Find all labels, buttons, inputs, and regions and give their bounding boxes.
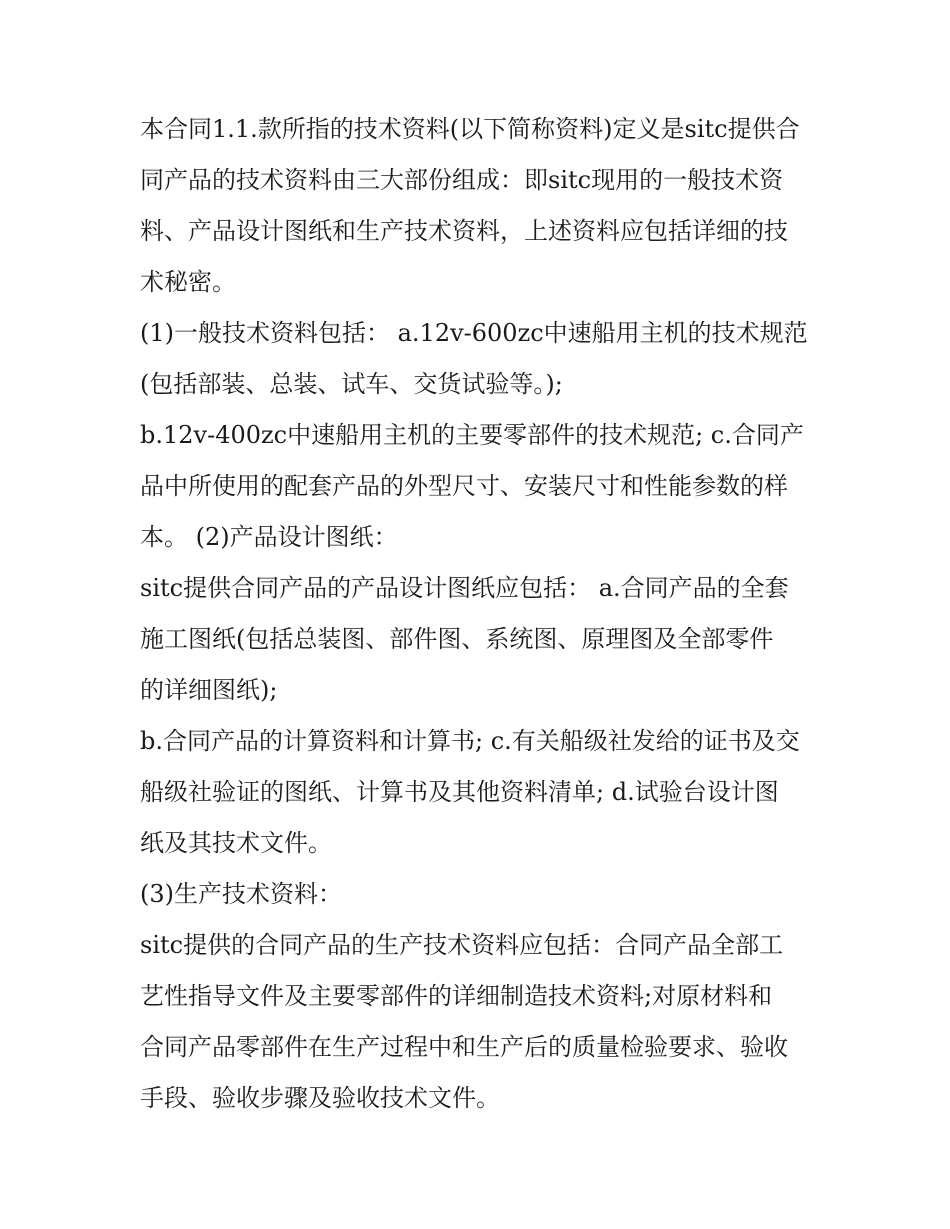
text-line: (3)生产技术资料： bbox=[140, 880, 342, 908]
text-line: 船级社验证的图纸、计算书及其他资料清单; d.试验台设计图 bbox=[140, 778, 779, 806]
text-line: 的详细图纸); bbox=[140, 676, 278, 704]
text-line: 料、产品设计图纸和生产技术资料，上述资料应包括详细的技 bbox=[140, 217, 788, 245]
text-line: b.12v-400zc中速船用主机的主要零部件的技术规范; c.合同产 bbox=[140, 421, 804, 449]
text-line: 品中所使用的配套产品的外型尺寸、安装尺寸和性能参数的样 bbox=[140, 472, 788, 500]
text-line: 合同产品零部件在生产过程中和生产后的质量检验要求、验收 bbox=[140, 1033, 788, 1061]
text-line: 同产品的技术资料由三大部份组成：即sitc现用的一般技术资 bbox=[140, 166, 784, 194]
text-line: sitc提供的合同产品的生产技术资料应包括：合同产品全部工 bbox=[140, 931, 784, 959]
text-line: b.合同产品的计算资料和计算书; c.有关船级社发给的证书及交 bbox=[140, 727, 800, 755]
text-line: 手段、验收步骤及验收技术文件。 bbox=[140, 1084, 500, 1112]
text-line: 本。 (2)产品设计图纸： bbox=[140, 523, 398, 551]
text-line: 艺性指导文件及主要零部件的详细制造技术资料;对原材料和 bbox=[140, 982, 773, 1010]
text-line: 施工图纸(包括总装图、部件图、系统图、原理图及全部零件 bbox=[140, 625, 774, 653]
document-body bbox=[140, 104, 815, 1124]
text-line: 术秘密。 bbox=[140, 268, 236, 296]
text-line: sitc提供合同产品的产品设计图纸应包括： a.合同产品的全套 bbox=[140, 574, 789, 602]
text-line: 本合同1.1.款所指的技术资料(以下简称资料)定义是sitc提供合 bbox=[140, 115, 800, 143]
text-line: 纸及其技术文件。 bbox=[140, 829, 332, 857]
text-line: (1)一般技术资料包括： a.12v-600zc中速船用主机的技术规范 bbox=[140, 319, 808, 347]
text-line: (包括部装、总装、试车、交货试验等。); bbox=[140, 370, 563, 398]
